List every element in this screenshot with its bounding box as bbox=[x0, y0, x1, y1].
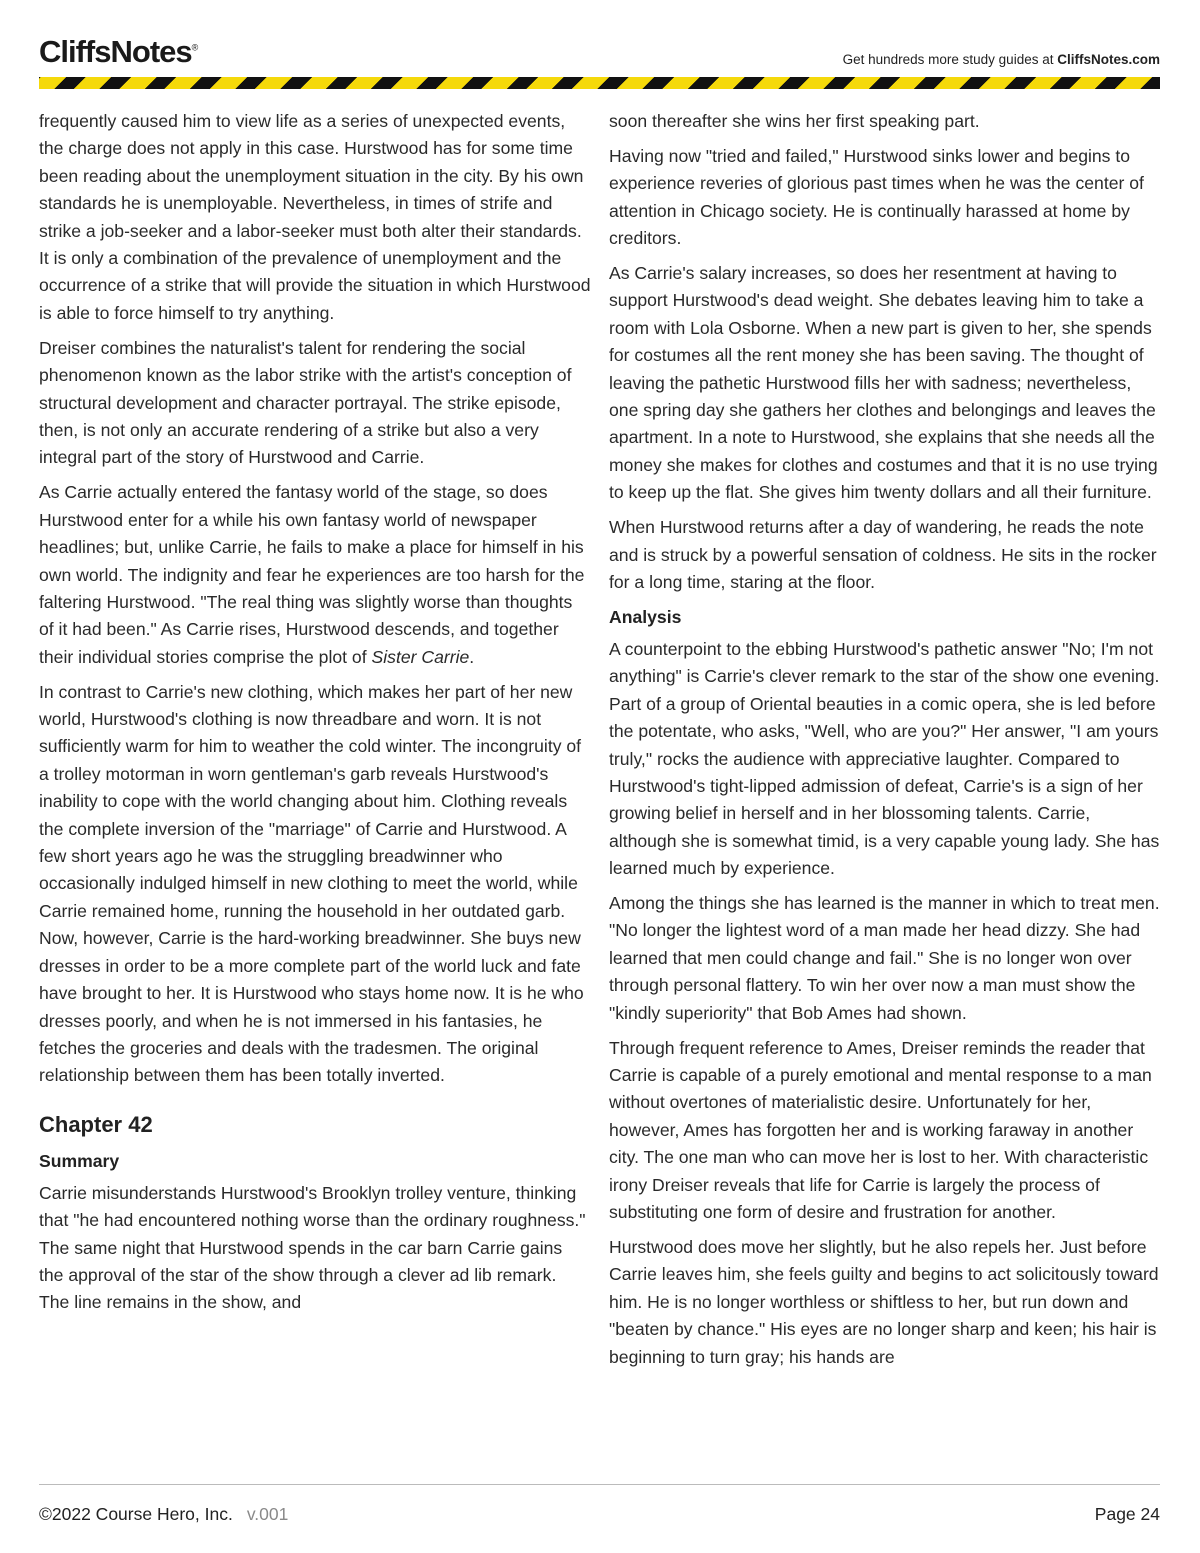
paragraph: frequently caused him to view life as a series of unexpected events, the charge does not apply in this case. Hurstwood has for some time been reading about the unemployment situation in the city. By his own standards he is unemployable. Nevertheless, in times of strife and strike a job-seeker and a labor-seeker must both alter their standards. It is only a combination of the prevalence of unemployment and the occurrence of a strike that will provide the situation in which Hurstwood is able to force himself to try anything. bbox=[39, 111, 591, 323]
right-column bbox=[609, 108, 1161, 1378]
paragraph-text: . bbox=[469, 646, 475, 667]
page-footer bbox=[39, 1504, 1160, 1525]
chapter-heading: Chapter 42 bbox=[39, 1111, 153, 1137]
left-column bbox=[39, 108, 591, 1324]
paragraph: soon thereafter she wins her first speaking part. bbox=[609, 111, 980, 131]
header-tagline bbox=[843, 52, 1160, 67]
paragraph: A counterpoint to the ebbing Hurstwood's pathetic answer "No; I'm not anything" is Carrie's clever remark to the star of the show one evening. Part of a group of Oriental beauties in a comic opera, she is led before the potentate, who asks, "Well, who are you?" Her answer, "I am yours truly," rocks the audience with appreciative laughter. Compared to Hurstwood's tight-lipped admission of defeat, Carrie's is a sign of her growing belief in herself and in her blossoming talents. Carrie, although she is somewhat timid, is a very capable young lady. She has learned much by experience. bbox=[609, 638, 1160, 879]
paragraph: Among the things she has learned is the manner in which to treat men. "No longer the lightest word of a man made her head dizzy. She had learned that men could change and fail." She is no longer won over through personal flattery. To win her over now a man must show the "kindly superiority" that Bob Ames had shown. bbox=[609, 893, 1160, 1023]
summary-heading: Summary bbox=[39, 1150, 120, 1171]
page-header bbox=[39, 34, 1160, 74]
paragraph: When Hurstwood returns after a day of wandering, he reads the note and is struck by a powerful sensation of coldness. He sits in the rocker for a long time, staring at the floor. bbox=[609, 517, 1157, 592]
analysis-heading: Analysis bbox=[609, 606, 682, 627]
paragraph: Having now "tried and failed," Hurstwood sinks lower and begins to experience reveries of glorious past times when he was the center of attention in Chicago society. He is continually harassed at home by creditors. bbox=[609, 145, 1144, 249]
footer-divider bbox=[39, 1484, 1160, 1485]
tagline-prefix: Get hundreds more study guides at bbox=[842, 52, 1058, 67]
version-label: v.001 bbox=[246, 1504, 289, 1524]
registered-mark: ® bbox=[191, 42, 199, 53]
paragraph: Dreiser combines the naturalist's talent for rendering the social phenomenon known as the labor strike with the artist's conception of structural development and character portrayal. The strike episode, then, is not only an accurate rendering of a strike but also a very integral part of the story of Hurstwood and Carrie. bbox=[39, 337, 572, 468]
book-title: Sister Carrie bbox=[371, 646, 470, 667]
cliffsnotes-logo[interactable] bbox=[39, 34, 198, 70]
paragraph: As Carrie's salary increases, so does her resentment at having to support Hurstwood's dead weight. She debates leaving him to take a room with Lola Osborne. When a new part is given to her, she spends for costumes all the rent money she has been saving. The thought of leaving the pathetic Hurstwood fills her with sadness; nevertheless, one spring day she gathers her clothes and belongings and leaves the apartment. In a note to Hurstwood, she explains that she needs all the money she makes for clothes and costumes and that it is no use trying to keep up the flat. She gives him twenty dollars and all their furniture. bbox=[609, 263, 1158, 503]
paragraph: Hurstwood does move her slightly, but he also repels her. Just before Carrie leaves him, she feels guilty and begins to act solicitously toward him. He is no longer worthless or shiftless to her, but run down and "beaten by chance." His eyes are no longer sharp and keen; his hair is beginning to turn gray; his hands are bbox=[609, 1236, 1159, 1367]
paragraph-text: As Carrie actually entered the fantasy world of the stage, so does Hurstwood enter for a while his own fantasy world of newspaper headlines; but, unlike Carrie, he fails to make a place for himself in his own world. The indignity and fear he experiences are too harsh for the faltering Hurstwood. "The real thing was slightly worse than thoughts of it had been." As Carrie rises, Hurstwood descends, and together their individual stories comprise the plot of bbox=[39, 482, 585, 667]
logo-text: CliffsNotes bbox=[39, 34, 192, 69]
paragraph: Carrie misunderstands Hurstwood's Brooklyn trolley venture, thinking that "he had encountered nothing worse than the ordinary roughness." The same night that Hurstwood spends in the car barn Carrie gains the approval of the star of the show through a clever ad lib remark. The line remains in the show, and bbox=[39, 1182, 586, 1313]
paragraph: In contrast to Carrie's new clothing, which makes her part of her new world, Hurstwood's clothing is now threadbare and worn. It is not sufficiently warm for him to weather the cold winter. The incongruity of a trolley motorman in worn gentleman's garb reveals Hurstwood's inability to cope with the world changing about him. Clothing reveals the complete inversion of the "marriage" of Carrie and Hurstwood. A few short years ago he was the struggling breadwinner who occasionally indulged himself in new clothing to meet the world, while Carrie remained home, running the household in her outdated garb. Now, however, Carrie is the hard-working breadwinner. She buys new dresses in order to be a more complete part of the world luck and fate have brought to her. It is Hurstwood who stays home now. It is he who dresses poorly, and when he is not immersed in his fantasies, he fetches the groceries and deals with the tradesmen. The original relationship between them has been totally inverted. bbox=[39, 681, 584, 1086]
tagline-site-link[interactable]: CliffsNotes.com bbox=[1057, 52, 1160, 67]
paragraph bbox=[39, 479, 591, 671]
hazard-stripe-divider bbox=[39, 77, 1160, 89]
page-number: Page 24 bbox=[1094, 1504, 1160, 1524]
copyright: ©2022 Course Hero, Inc. bbox=[39, 1504, 233, 1524]
paragraph: Through frequent reference to Ames, Dreiser reminds the reader that Carrie is capable of a purely emotional and mental response to a man without overtones of materialistic desire. Unfortunately for her, however, Ames has forgotten her and is working faraway in another city. The one man who can move her is lost to her. With characteristic irony Dreiser reveals that life for Carrie is largely the process of substituting one form of desire and frustration for another. bbox=[609, 1037, 1152, 1223]
